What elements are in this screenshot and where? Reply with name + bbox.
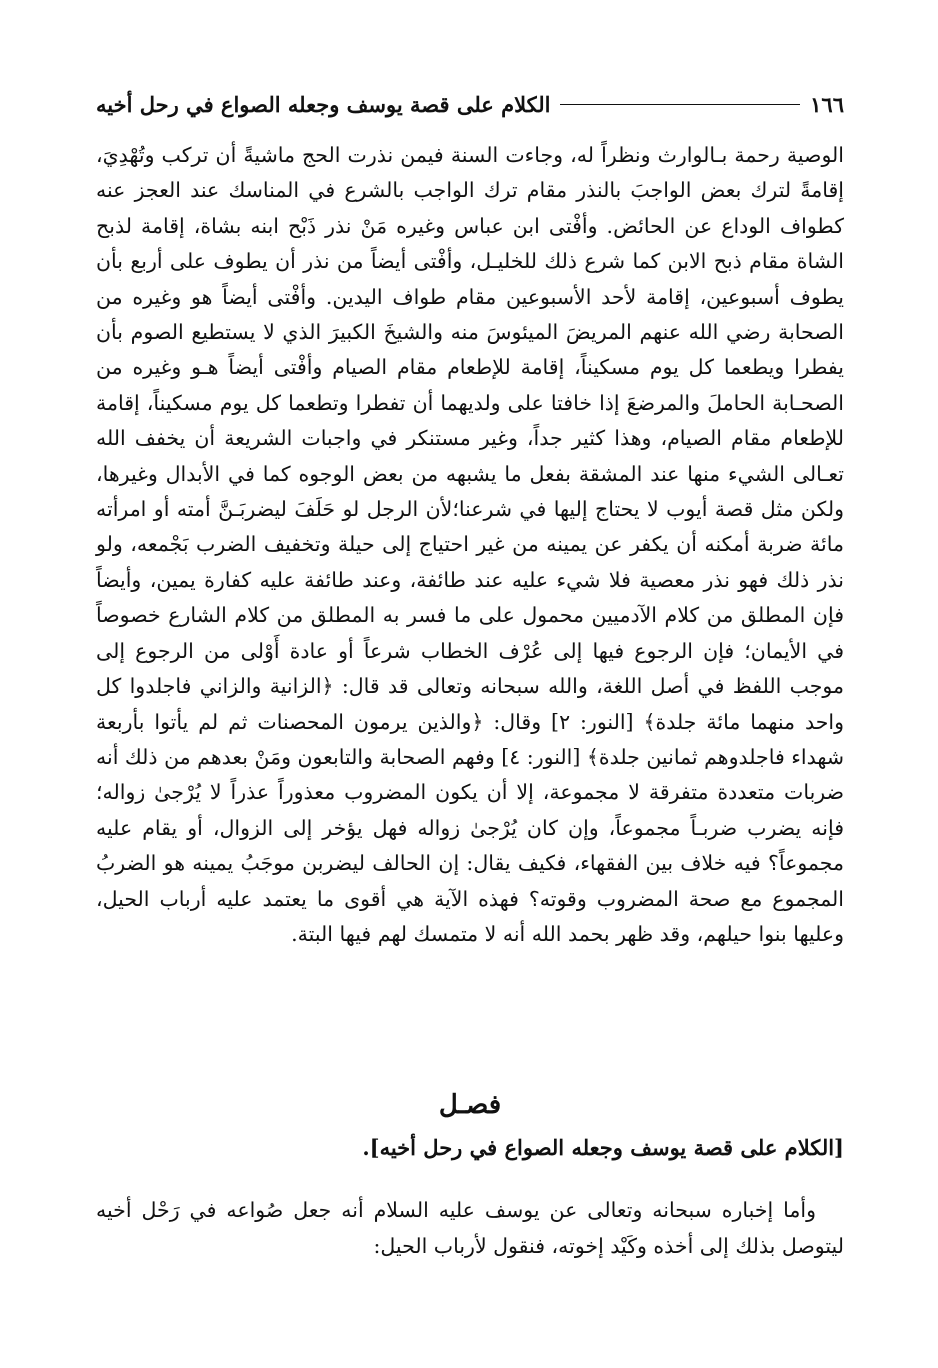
running-header (96, 86, 844, 122)
section-subheading: [الكلام على قصة يوسف وجعله الصواع في رحل أخيه]. (362, 1135, 844, 1160)
section-heading: فصـل (438, 1090, 502, 1120)
running-title: الكلام على قصة يوسف وجعله الصواع في رحل أخيه (96, 91, 551, 117)
page-number: ١٦٦ (810, 91, 844, 117)
header-rule (560, 104, 800, 105)
section-paragraph: وأما إخباره سبحانه وتعالى عن يوسف عليه السلام أنه جعل صُواعه في رَحْل أخيه ليتوصل بذلك إلى أخذه وكَيْد إخوته، فنقول لأرباب الحيل: (96, 1198, 844, 1258)
main-paragraph: الوصية رحمة بـالوارث ونظراً له، وجاءت السنة فيمن نذرت الحج ماشيةً أن تركب وتُهْدِيَ، إقامةً لترك بعض الواجبَ بالنذر مقام ترك الواجب بالشرع في المناسك عند العجز عنه كطواف الوداع عن الحائض. وأفْتى ابن عباس وغيره مَنْ نذر ذَبْح ابنه بشاة، إقامة لذبح الشاة مقام ذبح الابن كما شرع ذلك للخليـل، وأفْتى أيضاً من نذر أن يطوف على أربع بأن يطوف أسبوعين، إقامة لأحد الأسبوعين مقام طواف اليدين. وأفْتى أيضاً هو وغيره من الصحابة رضي الله عنهم المريضَ الميئوسَ منه والشيخَ الكبيرَ الذي لا يستطيع الصوم بأن يفطرا ويطعما كل يوم مسكيناً، إقامة للإطعام مقام الصيام وأفْتى أيضاً هـو وغيره من الصحـابة الحاملَ والمرضعَ إذا خافتا على ولديهما أن تفطرا وتطعما كل يوم مسكيناً، إقامة للإطعام مقام الصيام، وهذا كثير جداً، وغير مستنكر في واجبات الشريعة أن يخفف الله تعـالى الشيء منها عند المشقة بفعل ما يشبهه من بعض الوجوه كما في الأبدال وغيرها، ولكن مثل قصة أيوب لا يحتاج إليها في شرعنا؛لأن الرجل لو حَلَفَ ليضربَـنَّ أمته أو امرأته مائة ضربة أمكنه أن يكفر عن يمينه من غير احتياج إلى حيلة وتخفيف الضرب بَجْمعه، ولو نذر ذلك فهو نذر معصية فلا شيء عليه عند طائفة، وعند طائفة عليه كفارة يمين، وأيضاً فإن المطلق من كلام الآدميين محمول على ما فسر به المطلق من كلام الشارع خصوصاً في الأيمان؛ فإن الرجوع فيها إلى عُرْف الخطاب شرعاً أو عادة أَوْلى من الرجوع إلى موجب اللفظ في أصل اللغة، والله سبحانه وتعالى قد قال: ﴿الزانية والزاني فاجلدوا كل واحد منهما مائة جلدة﴾ [النور: ٢] وقال: ﴿والذين يرمون المحصنات ثم لم يأتوا بأربعة شهداء فاجلدوهم ثمانين جلدة﴾ [النور: ٤] وفهم الصحابة والتابعون ومَنْ بعدهم من ذلك أنه ضربات متعددة متفرقة لا مجموعة، إلا أن يكون المضروب معذوراً عذراً لا يُرْجىٰ زواله؛ فإنه يضرب ضربـاً مجموعاً، وإن كان يُرْجىٰ زواله فهل يؤخر إلى الزوال، أو يقام عليه مجموعاً؟ فيه خلاف بين الفقهاء، فكيف يقال: إن الحالف ليضربن موجَبُ يمينه هو الضربُ المجموع مع صحة المضروب وقوته؟ فهذه الآية هي أقوى ما يعتمد عليه أرباب الحيل، وعليها بنوا حيلهم، وقد ظهر بحمد الله أنه لا متمسك لهم فيها البتة. (96, 143, 844, 946)
